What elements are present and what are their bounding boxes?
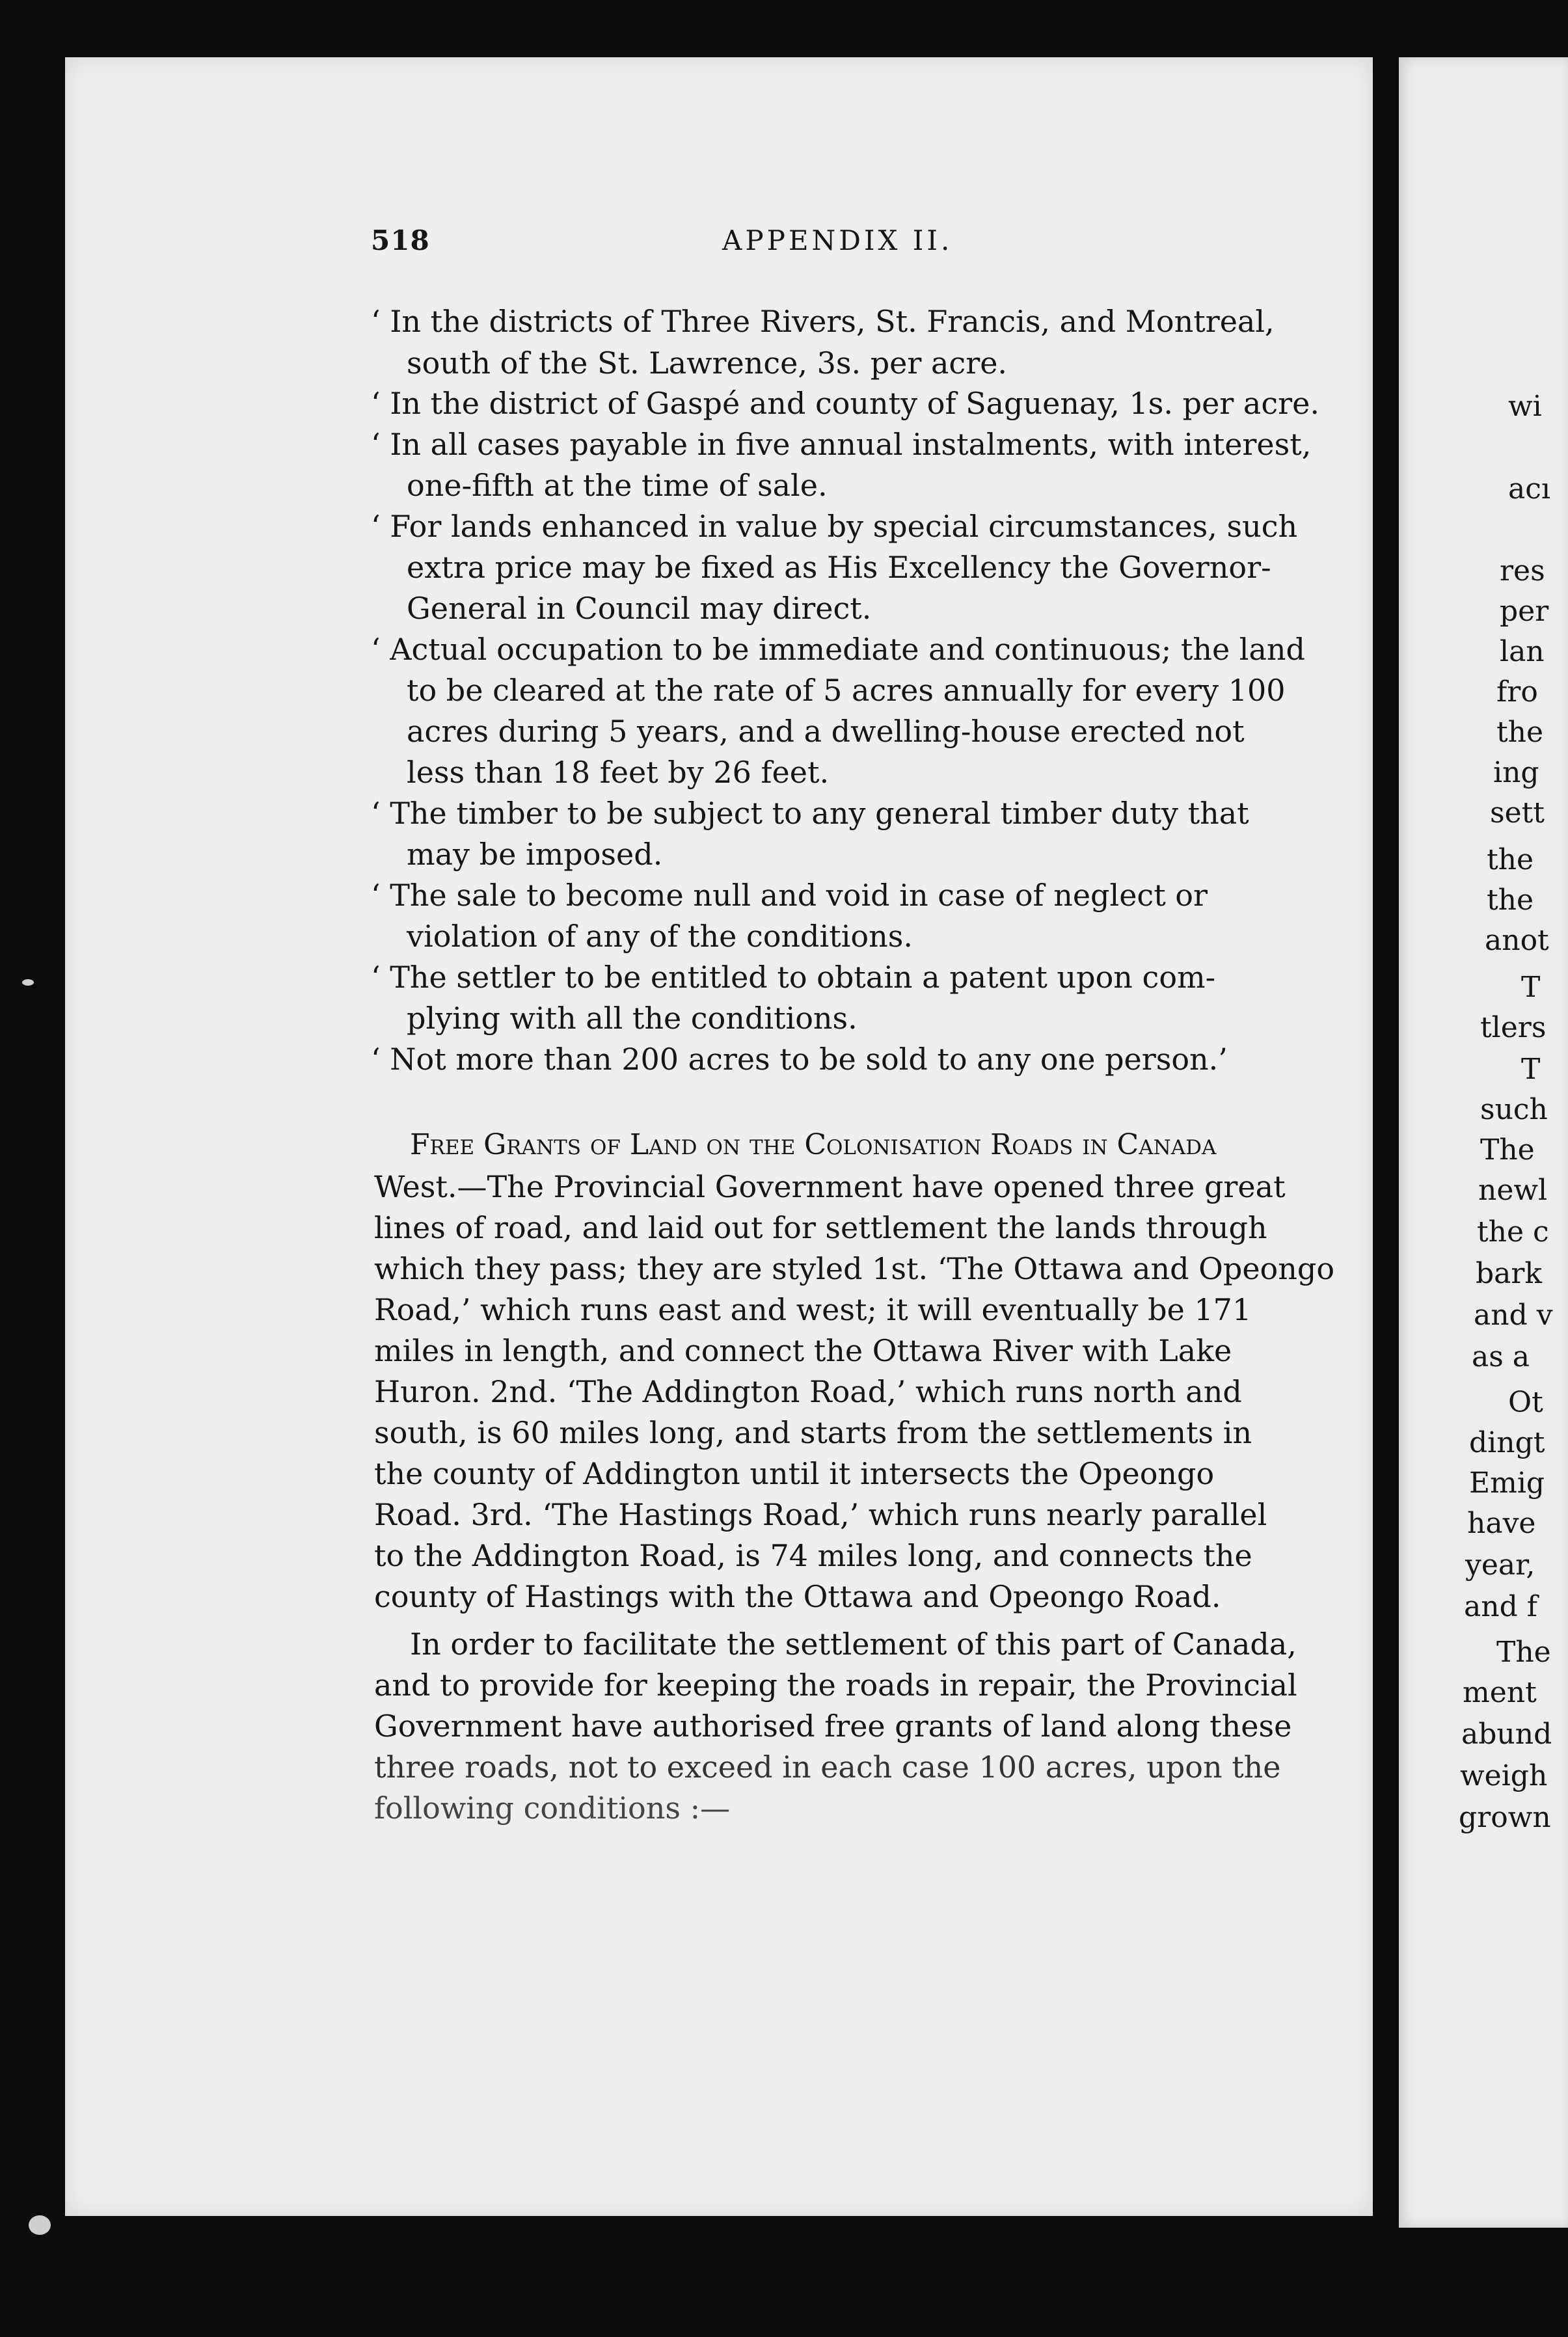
text-fragment: the	[1496, 716, 1544, 749]
running-head	[371, 224, 1288, 270]
text-line: to the Addington Road, is 74 miles long, and connects the	[374, 1538, 1252, 1573]
text-fragment: T	[1521, 971, 1541, 1004]
text-fragment: the	[1487, 884, 1534, 917]
text-fragment: The	[1480, 1133, 1535, 1167]
text-line: Government have authorised free grants of land along these	[374, 1709, 1292, 1744]
text-fragment: the	[1487, 843, 1534, 876]
text-line: violation of any of the conditions.	[407, 919, 913, 954]
text-line: ‘ In the districts of Three Rivers, St. Francis, and Montreal,	[371, 304, 1275, 339]
scan-speck	[29, 2215, 51, 2235]
text-fragment: the c	[1477, 1215, 1549, 1249]
text-line: Road. 3rd. ‘The Hastings Road,’ which runs nearly parallel	[374, 1497, 1267, 1532]
text-line: ‘ For lands enhanced in value by special circumstances, such	[371, 509, 1298, 544]
text-fragment: and f	[1464, 1590, 1538, 1623]
text-line: lines of road, and laid out for settlement the lands through	[374, 1210, 1267, 1245]
text-fragment: as a	[1472, 1340, 1530, 1373]
text-line: ‘ Actual occupation to be immediate and continuous; the land	[371, 632, 1305, 667]
text-fragment: acı	[1508, 472, 1550, 506]
text-fragment: lan	[1500, 635, 1545, 668]
section-heading-line: Free Grants of Land on the Colonisation Roads in Canada	[410, 1128, 1217, 1161]
text-line: ‘ The settler to be entitled to obtain a patent upon com-	[371, 960, 1216, 995]
text-fragment: T	[1521, 1053, 1541, 1086]
text-line: which they pass; they are styled 1st. ‘The Ottawa and Opeongo	[374, 1251, 1335, 1286]
text-fragment: weigh	[1460, 1759, 1548, 1792]
text-fragment: The	[1496, 1636, 1551, 1669]
text-fragment: per	[1500, 595, 1549, 628]
text-line: following conditions :—	[374, 1790, 731, 1826]
text-fragment: wi	[1508, 390, 1542, 423]
text-line: county of Hastings with the Ottawa and Opeongo Road.	[374, 1579, 1221, 1614]
text-line: to be cleared at the rate of 5 acres annually for every 100	[407, 673, 1286, 708]
text-line: plying with all the conditions.	[407, 1001, 858, 1036]
text-line: acres during 5 years, and a dwelling-house erected not	[407, 714, 1245, 749]
text-line: ‘ The sale to become null and void in case of neglect or	[371, 878, 1208, 913]
text-line: ‘ Not more than 200 acres to be sold to any one person.’	[371, 1042, 1228, 1077]
text-fragment: ment	[1463, 1676, 1537, 1709]
text-line: General in Council may direct.	[407, 591, 872, 626]
text-line: West.—The Provincial Government have opened three great	[374, 1169, 1286, 1204]
text-line: miles in length, and connect the Ottawa River with Lake	[374, 1333, 1232, 1368]
text-line: the county of Addington until it intersects the Opeongo	[374, 1456, 1215, 1491]
text-line: In order to facilitate the settlement of this part of Canada,	[410, 1627, 1297, 1662]
text-line: ‘ The timber to be subject to any general timber duty that	[371, 796, 1249, 831]
text-fragment: such	[1480, 1093, 1548, 1126]
text-line: less than 18 feet by 26 feet.	[407, 755, 830, 790]
text-line: and to provide for keeping the roads in repair, the Provincial	[374, 1668, 1297, 1703]
page-number: 518	[371, 224, 430, 256]
text-fragment: Ot	[1508, 1386, 1543, 1419]
text-fragment: grown	[1459, 1801, 1551, 1834]
text-line: Road,’ which runs east and west; it will eventually be 171	[374, 1292, 1252, 1327]
text-line: extra price may be fixed as His Excellency the Governor-	[407, 550, 1271, 585]
scan-speck	[22, 979, 34, 986]
text-fragment: abund	[1461, 1718, 1552, 1751]
text-fragment: anot	[1485, 924, 1549, 957]
text-line: ‘ In all cases payable in five annual instalments, with interest,	[371, 427, 1312, 462]
text-line: may be imposed.	[407, 837, 663, 872]
text-fragment: Emig	[1469, 1466, 1545, 1500]
text-fragment: have	[1467, 1507, 1536, 1540]
text-fragment: sett	[1490, 796, 1545, 830]
text-line: ‘ In the district of Gaspé and county of Saguenay, 1s. per acre.	[371, 386, 1319, 421]
text-fragment: res	[1500, 554, 1545, 588]
text-line: south, is 60 miles long, and starts from the settlements in	[374, 1415, 1252, 1450]
text-line: Huron. 2nd. ‘The Addington Road,’ which runs north and	[374, 1374, 1242, 1409]
text-fragment: fro	[1496, 675, 1538, 709]
text-line: south of the St. Lawrence, 3s. per acre.	[407, 345, 1008, 381]
text-fragment: year,	[1465, 1548, 1535, 1582]
text-line: one-fifth at the time of sale.	[407, 468, 828, 503]
text-fragment: and v	[1474, 1299, 1553, 1332]
text-line: three roads, not to exceed in each case 100 acres, upon the	[374, 1749, 1281, 1785]
running-title: APPENDIX II.	[722, 224, 953, 256]
text-fragment: bark	[1476, 1257, 1543, 1290]
text-fragment: ing	[1493, 756, 1539, 789]
text-fragment: dingt	[1469, 1426, 1545, 1459]
text-fragment: newl	[1478, 1174, 1548, 1207]
text-fragment: tlers	[1480, 1011, 1547, 1044]
